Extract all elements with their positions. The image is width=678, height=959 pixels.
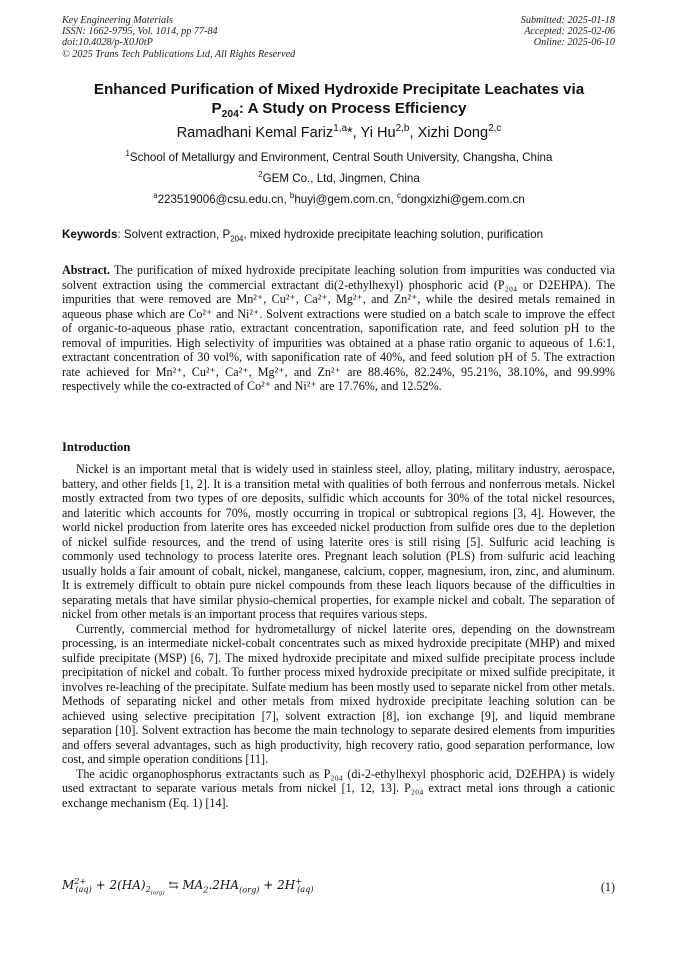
section-heading-introduction: Introduction: [62, 440, 131, 454]
author-emails: $^a$223519006@csu.edu.cn, $^b$huyi@gem.com.cn, $^c$dongxizhi@gem.com.cn: [153, 191, 525, 206]
author-1: Ramadhani Kemal Fariz: [176, 125, 334, 141]
equation-expression: $M^{2+}_{(aq)} + 2(HA)_{2_{(org)}}$ ⇆ $MA_2.2HA_{(org)} + 2H^+_{(aq)}$: [62, 876, 314, 898]
journal-issn: ISSN: 1662-9795, Vol. 1014, pp 77-84: [62, 26, 218, 38]
abstract-label: Abstract.: [62, 263, 111, 277]
abstract: [62, 263, 615, 394]
paragraph-1: Nickel is an important metal that is widely used in stainless steel, alloy, plating, military industry, aerospace, battery, and other fields [1, 2]. It is a transition metal with qualities of both ferrous and nonferrous metals. Nickel mostly extracted from two types of ore deposits, sulfidic which accounts for 30% of the total nickel resources, and lateritic which accounts for 70%, mostly occurring in tropical or subtropical regions [3, 4]. However, the world nickel production from laterite ores has exceeded nickel production from sulfide ores due to the depletion of nickel sulfide resources, and the trend of using laterite ores is still rising [5]. Sulfuric acid leaching is commonly used technology to process laterite ores. Pregnant leach solution (PLS) from sulfuric acid leaching usually holds a fair amount of cobalt, nickel, manganese, calcium, copper, magnesium, iron, zinc, and aluminum. It is extremely difficult to obtain pure nickel compounds from these leach liquors because of the difficulties in separating metals that have similar physio-chemical properties, for example nickel and cobalt. The separation of nickel from other metals is an important process that requires various steps.: [62, 462, 615, 621]
title-line-1: Enhanced Purification of Mixed Hydroxide Precipitate Leachates via: [93, 81, 585, 98]
introduction-body: [62, 462, 615, 810]
submitted-date: Submitted: 2025-01-18: [520, 15, 615, 26]
online-date: Online: 2025-06-10: [533, 37, 615, 49]
journal-name: Key Engineering Materials: [62, 15, 173, 26]
paragraph-2: Currently, commercial method for hydrometallurgy of nickel laterite ores, depending on the downstream processing, is an intermediate nickel-cobalt concentrates such as mixed hydroxide precipitate (MHP) and mixed sulfide precipitate (MSP) [6, 7]. The mixed hydroxide precipitate and mixed sulfide precipitate process include precipitation of nickel and cobalt. To further process mixed hydroxide precipitate or mixed sulfide precipitate, it involves re-leaching of the precipitate. Sulfate medium has been mostly used to separate nickel from other metals. Methods of separating nickel and other metals from mixed hydroxide precipitate leaching solution can be achieved using selective precipitation [7], solvent extraction [8], ion exchange [9], and liquid membrane separation [10]. Solvent extraction has become the main technology to separate desired elements from impurities and offers several advantages, such as high productivity, high recovery ratio, good separation performance, low cost, and simple operation conditions [11].: [62, 621, 615, 766]
affiliation-1: $^1$School of Metallurgy and Environment, Central South University, Changsha, China: [125, 149, 553, 164]
journal-doi: doi:10.4028/p-X0J0tP: [62, 37, 153, 49]
author-2: Yi Hu: [360, 125, 396, 141]
affiliation-2: $^2$GEM Co., Ltd, Jingmen, China: [258, 170, 420, 185]
keywords: Keywords: Solvent extraction, $P_{204}$, mixed hydroxide precipitate leaching solution, purification: [62, 228, 544, 244]
equation-1: [62, 878, 615, 900]
title-line-2: $P_{204}$: A Study on Process Efficiency: [211, 100, 467, 121]
journal-info: [62, 15, 295, 60]
abstract-text: The purification of mixed hydroxide precipitate leaching solution from impurities was conducted via solvent extraction using the commercial extractant di(2-ethylhexyl) phosphoric acid (P₂₀₄ or D2EHPA). The impurities that were removed are Mn²⁺, Cu²⁺, Ca²⁺, Mg²⁺, and Zn²⁺, while the desired metals remained in aqueous phase which are Co²⁺ and Ni²⁺. Solvent extractions were studied on a batch scale to improve the effect of organic-to-aqueous phase ratio, extractant concentration, saponification rate, and feed solution pH to the removal of impurities. High selectivity of impurities was obtained at a phase ratio organic to aqueous of 1.6:1, extractant concentration of 30 vol%, with saponification rate of 40%, and feed solution pH of 5. The extraction rate achieved for Mn²⁺, Cu²⁺, Ca²⁺, Mg²⁺, and Zn²⁺ are 88.46%, 82.24%, 95.21%, 38.10%, and 99.99% respectively while the co-extracted of Co²⁺ and Ni²⁺ are 17.76%, and 12.52%.: [62, 263, 615, 393]
accepted-date: Accepted: 2025-02-06: [524, 26, 615, 38]
author-3: Xizhi Dong: [417, 125, 489, 141]
publication-dates: [521, 15, 615, 49]
equation-number: (1): [600, 880, 615, 894]
journal-copyright: © 2025 Trans Tech Publications Ltd, All Rights Reserved: [62, 48, 296, 60]
keywords-label: Keywords: [62, 228, 118, 241]
paper-title: [40, 80, 638, 121]
author-list: Ramadhani Kemal Fariz$^{1,a}$*, Yi Hu$^{2,b}$, Xizhi Dong$^{2,c}$: [176, 123, 502, 141]
paragraph-3: The acidic organophosphorus extractants such as P₂₀₄ (di-2-ethylhexyl phosphoric acid, D2EHPA) is widely used extractant to separate various metals from nickel [1, 12, 13]. P₂₀₄ extract metal ions through a cationic exchange mechanism (Eq. 1) [14].: [62, 766, 615, 810]
